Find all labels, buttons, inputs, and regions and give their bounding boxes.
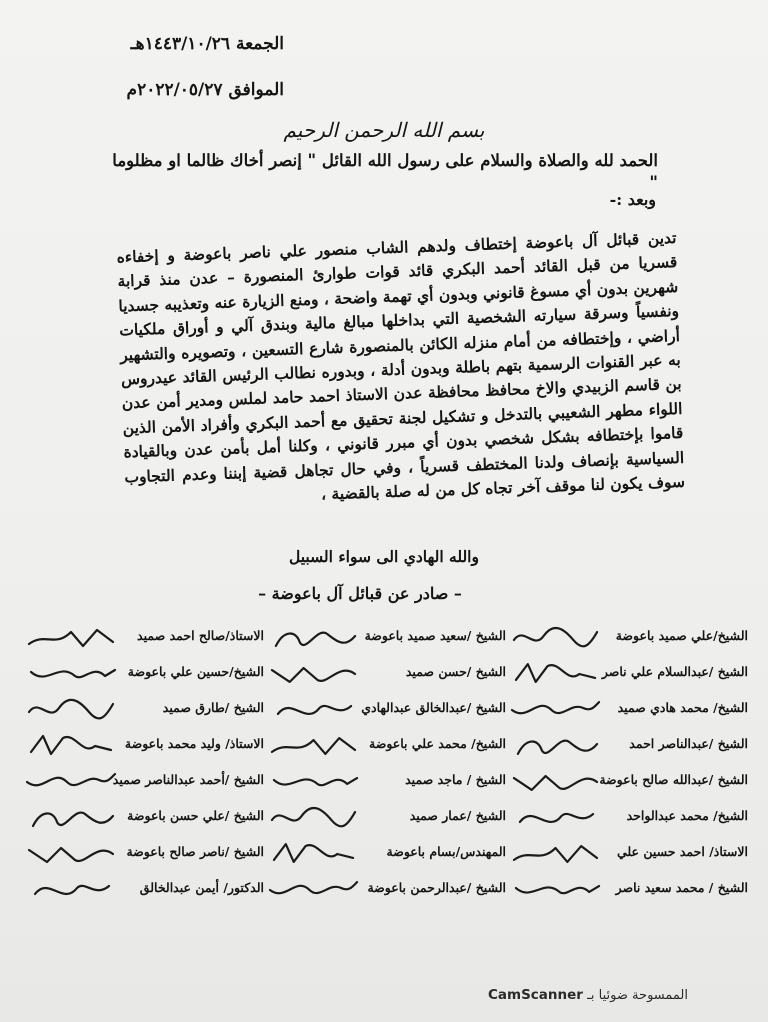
handwritten-signature (266, 800, 361, 836)
signatory-row (266, 728, 506, 764)
signatory-row (24, 800, 264, 836)
opening-line: الحمد لله والصلاة والسلام على رسول الله القائل " إنصر أخاك ظالما او مظلوما " (112, 151, 658, 192)
signatory-name: الشيخ /عبدالرحمن باعوضة (367, 880, 506, 895)
scanner-watermark (488, 987, 688, 1003)
handwritten-signature (508, 764, 603, 800)
handwritten-signature (16, 656, 126, 692)
handwritten-signature (508, 728, 603, 764)
handwritten-signature (508, 620, 603, 656)
signatory-row (24, 692, 264, 728)
issuer-line: – صادر عن قبائل آل باعوضة – (258, 584, 462, 603)
signatory-name: المهندس/بسام باعوضة (386, 844, 506, 859)
signatory-name: الاستاذ/ وليد محمد باعوضة (124, 736, 264, 751)
signatory-row (508, 728, 748, 764)
signatory-name: الشيخ/ محمد عبدالواحد (626, 808, 748, 823)
signatory-row (508, 872, 748, 908)
signatory-row (508, 836, 748, 872)
handwritten-signature (16, 872, 126, 908)
signatory-row (266, 836, 506, 872)
signatory-row (266, 620, 506, 656)
signatory-row (508, 620, 748, 656)
signatory-row (24, 836, 264, 872)
signatory-row (24, 656, 264, 692)
signatory-row (508, 656, 748, 692)
handwritten-signature (266, 728, 361, 764)
handwritten-signature (266, 872, 361, 908)
signatory-name: الاستاذ/ احمد حسين علي (616, 844, 748, 859)
signatory-row (24, 872, 264, 908)
signatory-name: الشيخ/ محمد علي باعوضة (369, 736, 506, 751)
signatory-name: الشيخ / ماجد صميد (405, 772, 506, 787)
closing-line: والله الهادي الى سواء السبيل (289, 547, 479, 566)
signatory-name: الشيخ /ناصر صالح باعوضة (126, 844, 264, 859)
handwritten-signature (16, 692, 126, 728)
signatory-name: الشيخ /أحمد عبدالناصر صميد (112, 772, 264, 787)
signatory-row (508, 800, 748, 836)
signatory-row (508, 764, 748, 800)
camscanner-brand: CamScanner (488, 987, 583, 1003)
handwritten-signature (266, 692, 361, 728)
signatory-name: الشيخ /عبدالناصر احمد (629, 736, 748, 751)
handwritten-signature (508, 800, 603, 836)
signatory-name: الشيخ /طارق صميد (162, 700, 264, 715)
signatory-name: الشيخ /عبدالله صالح باعوضة (599, 772, 748, 787)
signatory-row (24, 620, 264, 656)
signatory-name: الاستاذ/صالح احمد صميد (137, 628, 264, 643)
signatory-row (266, 764, 506, 800)
signatory-name: الشيخ /حسن صميد (405, 664, 506, 679)
hijri-date: الجمعة ١٤٤٣/١٠/٢٦هـ (130, 34, 284, 54)
handwritten-signature (508, 872, 603, 908)
signatory-name: الشيخ /عبدالسلام علي ناصر (601, 664, 748, 679)
signatures-column-left (24, 620, 264, 910)
handwritten-signature (508, 656, 603, 692)
signatures-column-middle (266, 620, 506, 910)
signatory-row (266, 656, 506, 692)
handwritten-signature (16, 800, 126, 836)
handwritten-signature (16, 836, 126, 872)
handwritten-signature (266, 836, 361, 872)
signatory-name: الشيخ /عبدالخالق عبدالهادي (361, 700, 506, 715)
handwritten-signature (16, 620, 126, 656)
signatory-row (24, 728, 264, 764)
signatory-name: الدكتور/ أيمن عبدالخالق (139, 880, 264, 895)
handwritten-signature (16, 764, 126, 800)
signatory-name: الشيخ/حسين علي باعوضة (127, 664, 264, 679)
signatory-name: الشيخ/ محمد هادي صميد (617, 700, 748, 715)
signatory-name: الشيخ /سعيد صميد باعوضة (364, 628, 506, 643)
handwritten-signature (266, 620, 361, 656)
signatory-name: الشيخ/علي صميد باعوضة (615, 628, 748, 643)
signatory-row (24, 764, 264, 800)
handwritten-signature (508, 692, 603, 728)
signatory-name: الشيخ /علي حسن باعوضة (127, 808, 264, 823)
signatory-row (266, 692, 506, 728)
signatory-row (266, 800, 506, 836)
statement-body: تدين قبائل آل باعوضة إختطاف ولدهم الشاب منصور علي ناصر باعوضة و إخفاءه قسريا من قبل القائد أحمد البكري قائد قوات طوارئ المنصورة – عدن منذ قرابة شهرين بدون أي مسوغ قانوني وبدون أي تهمة واضحة ، ومنع الزيارة عنه وتعذيبه جسديا ونفسياً وسرقة سيارته الشخصية التي بداخلها مبالغ مالية وبندق آلي و أوراق ملكيات أراضي ، وإختطافه من أمام منزله الكائن بالمنصورة شارع التسعين ، وتصويره والتشهير به عبر القنوات الرسمية بتهم باطلة وبدون أدلة ، وبدوره نطالب الرئيس القائد عيدروس بن قاسم الزبيدي والاخ محافظ محافظة عدن الاستاذ احمد حامد لملس ومدير أمن عدن اللواء مطهر الشعيبي بالتدخل و تشكيل لجنة تحقيق مع أحمد البكري وأفراد الأمن الذين قاموا بإختطافه بشكل شخصي بدون أي مبرر قانوني ، وكلنا أمل بأمن عدن وبالقيادة السياسية بإنصاف ولدنا المختطف قسرياً ، وفي حال تجاهل قضية إبننا وعدم التجاوب سوف يكون لنا موقف آخر تجاه كل من له صلة بالقضية ، (116, 227, 686, 504)
wa-baad-line: وبعد :- (609, 190, 656, 209)
handwritten-signature (266, 656, 361, 692)
handwritten-signature (508, 836, 603, 872)
scanned-with-label: الممسوحة ضوئيا بـ (587, 988, 688, 1003)
gregorian-date: الموافق ٢٠٢٢/٠٥/٢٧م (126, 80, 284, 100)
signatory-row (508, 692, 748, 728)
handwritten-signature (266, 764, 361, 800)
signatory-row (266, 872, 506, 908)
signatory-name: الشيخ / محمد سعيد ناصر (615, 880, 748, 895)
signatory-name: الشيخ /عمار صميد (409, 808, 506, 823)
handwritten-signature (16, 728, 126, 764)
basmala-heading: بسم الله الرحمن الرحيم (283, 118, 485, 142)
signatures-column-right (508, 620, 748, 910)
signatures-block (20, 620, 748, 910)
